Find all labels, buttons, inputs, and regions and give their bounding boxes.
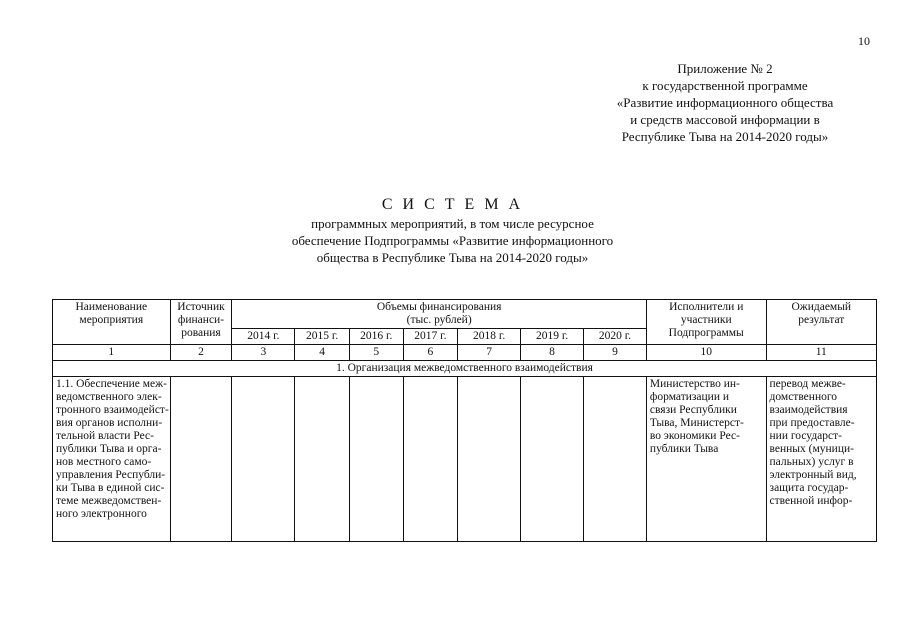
document-title <box>0 195 905 266</box>
column-number: 6 <box>403 345 458 361</box>
year-header: 2018 г. <box>458 329 521 345</box>
table-row <box>53 377 877 542</box>
header-text: (тыс. рублей) <box>406 314 472 326</box>
cell-line: публики Тыва и орга- <box>56 443 162 455</box>
annex-line: «Развитие информационного общества <box>616 95 834 110</box>
annex-heading <box>575 60 875 145</box>
header-source <box>170 300 232 345</box>
cell-line: ведомственного элек- <box>56 391 162 403</box>
column-number: 3 <box>232 345 295 361</box>
header-result <box>766 300 876 345</box>
cell-line: вия органов исполни- <box>56 417 163 429</box>
column-number: 10 <box>646 345 766 361</box>
year-header: 2020 г. <box>583 329 646 345</box>
year-cell <box>232 377 295 542</box>
source-cell <box>170 377 232 542</box>
cell-line: тронного взаимодейст- <box>56 404 169 416</box>
annex-line: и средств массовой информации в <box>630 112 820 127</box>
header-text: Источник <box>177 301 225 313</box>
column-number: 2 <box>170 345 232 361</box>
cell-line: 1.1. Обеспечение меж- <box>56 378 167 390</box>
cell-line: защита государ- <box>769 482 849 494</box>
header-text: мероприятия <box>79 314 144 326</box>
column-number: 11 <box>766 345 876 361</box>
cell-line: венных (муници- <box>769 443 854 455</box>
cell-line: при предоставле- <box>769 417 855 429</box>
cell-line: связи Республики <box>649 404 737 416</box>
cell-line: публики Тыва <box>649 443 719 455</box>
column-number: 8 <box>521 345 584 361</box>
column-number: 5 <box>349 345 403 361</box>
column-number-row <box>53 345 877 361</box>
annex-line: Республике Тыва на 2014-2020 годы» <box>621 129 829 144</box>
cell-line: ственной инфор- <box>769 495 853 507</box>
column-number: 9 <box>583 345 646 361</box>
header-text: рования <box>181 327 221 339</box>
cell-line: нии государст- <box>769 430 842 442</box>
header-name <box>53 300 171 345</box>
year-cell <box>521 377 584 542</box>
executors-cell <box>646 377 766 542</box>
annex-line: Приложение № 2 <box>677 61 773 76</box>
header-text: Наименование <box>75 301 148 313</box>
year-header: 2016 г. <box>349 329 403 345</box>
cell-line: тельной власти Рес- <box>56 430 154 442</box>
year-cell <box>403 377 458 542</box>
header-text: участники <box>680 314 732 326</box>
section-title: 1. Организация межведомственного взаимодействия <box>53 361 877 377</box>
year-cell <box>349 377 403 542</box>
title-line: программных мероприятий, в том числе ресурсное <box>311 216 594 231</box>
header-text: Объемы финансирования <box>376 301 502 313</box>
cell-line: Министерство ин- <box>649 378 740 390</box>
cell-line: пальных) услуг в <box>769 456 854 468</box>
header-text: финанси- <box>177 314 225 326</box>
cell-line: теме межведомствен- <box>56 495 162 507</box>
header-text: Подпрограммы <box>668 327 744 339</box>
title-line: обеспечение Подпрограммы «Развитие информационного <box>291 233 614 248</box>
title-main: С И С Т Е М А <box>381 196 524 213</box>
measure-name-cell <box>53 377 171 542</box>
header-volumes <box>232 300 647 329</box>
year-header: 2019 г. <box>521 329 584 345</box>
header-executors <box>646 300 766 345</box>
page-number: 10 <box>858 34 870 48</box>
cell-line: управления Республи- <box>56 469 166 481</box>
header-text: результат <box>798 314 845 326</box>
year-cell <box>583 377 646 542</box>
column-number: 4 <box>295 345 350 361</box>
section-row <box>53 361 877 377</box>
year-header: 2017 г. <box>403 329 458 345</box>
cell-line: Тыва, Министерст- <box>649 417 744 429</box>
title-line: общества в Республике Тыва на 2014-2020 годы» <box>316 250 589 265</box>
cell-line: форматизации и <box>649 391 730 403</box>
cell-line: домственного <box>769 391 838 403</box>
cell-line: нов местного само- <box>56 456 152 468</box>
cell-line: ки Тыва в единой сис- <box>56 482 165 494</box>
column-number: 7 <box>458 345 521 361</box>
year-header: 2015 г. <box>295 329 350 345</box>
program-measures-table <box>52 299 877 542</box>
cell-line: ного электронного <box>56 508 147 520</box>
annex-line: к государственной программе <box>642 78 808 93</box>
header-text: Ожидаемый <box>791 301 852 313</box>
year-cell <box>458 377 521 542</box>
cell-line: взаимодействия <box>769 404 848 416</box>
year-cell <box>295 377 350 542</box>
year-header: 2014 г. <box>232 329 295 345</box>
header-row <box>53 300 877 329</box>
cell-line: перевод межве- <box>769 378 846 390</box>
column-number: 1 <box>53 345 171 361</box>
result-cell <box>766 377 876 542</box>
cell-line: электронный вид, <box>769 469 857 481</box>
cell-line: во экономики Рес- <box>649 430 740 442</box>
header-text: Исполнители и <box>669 301 744 313</box>
